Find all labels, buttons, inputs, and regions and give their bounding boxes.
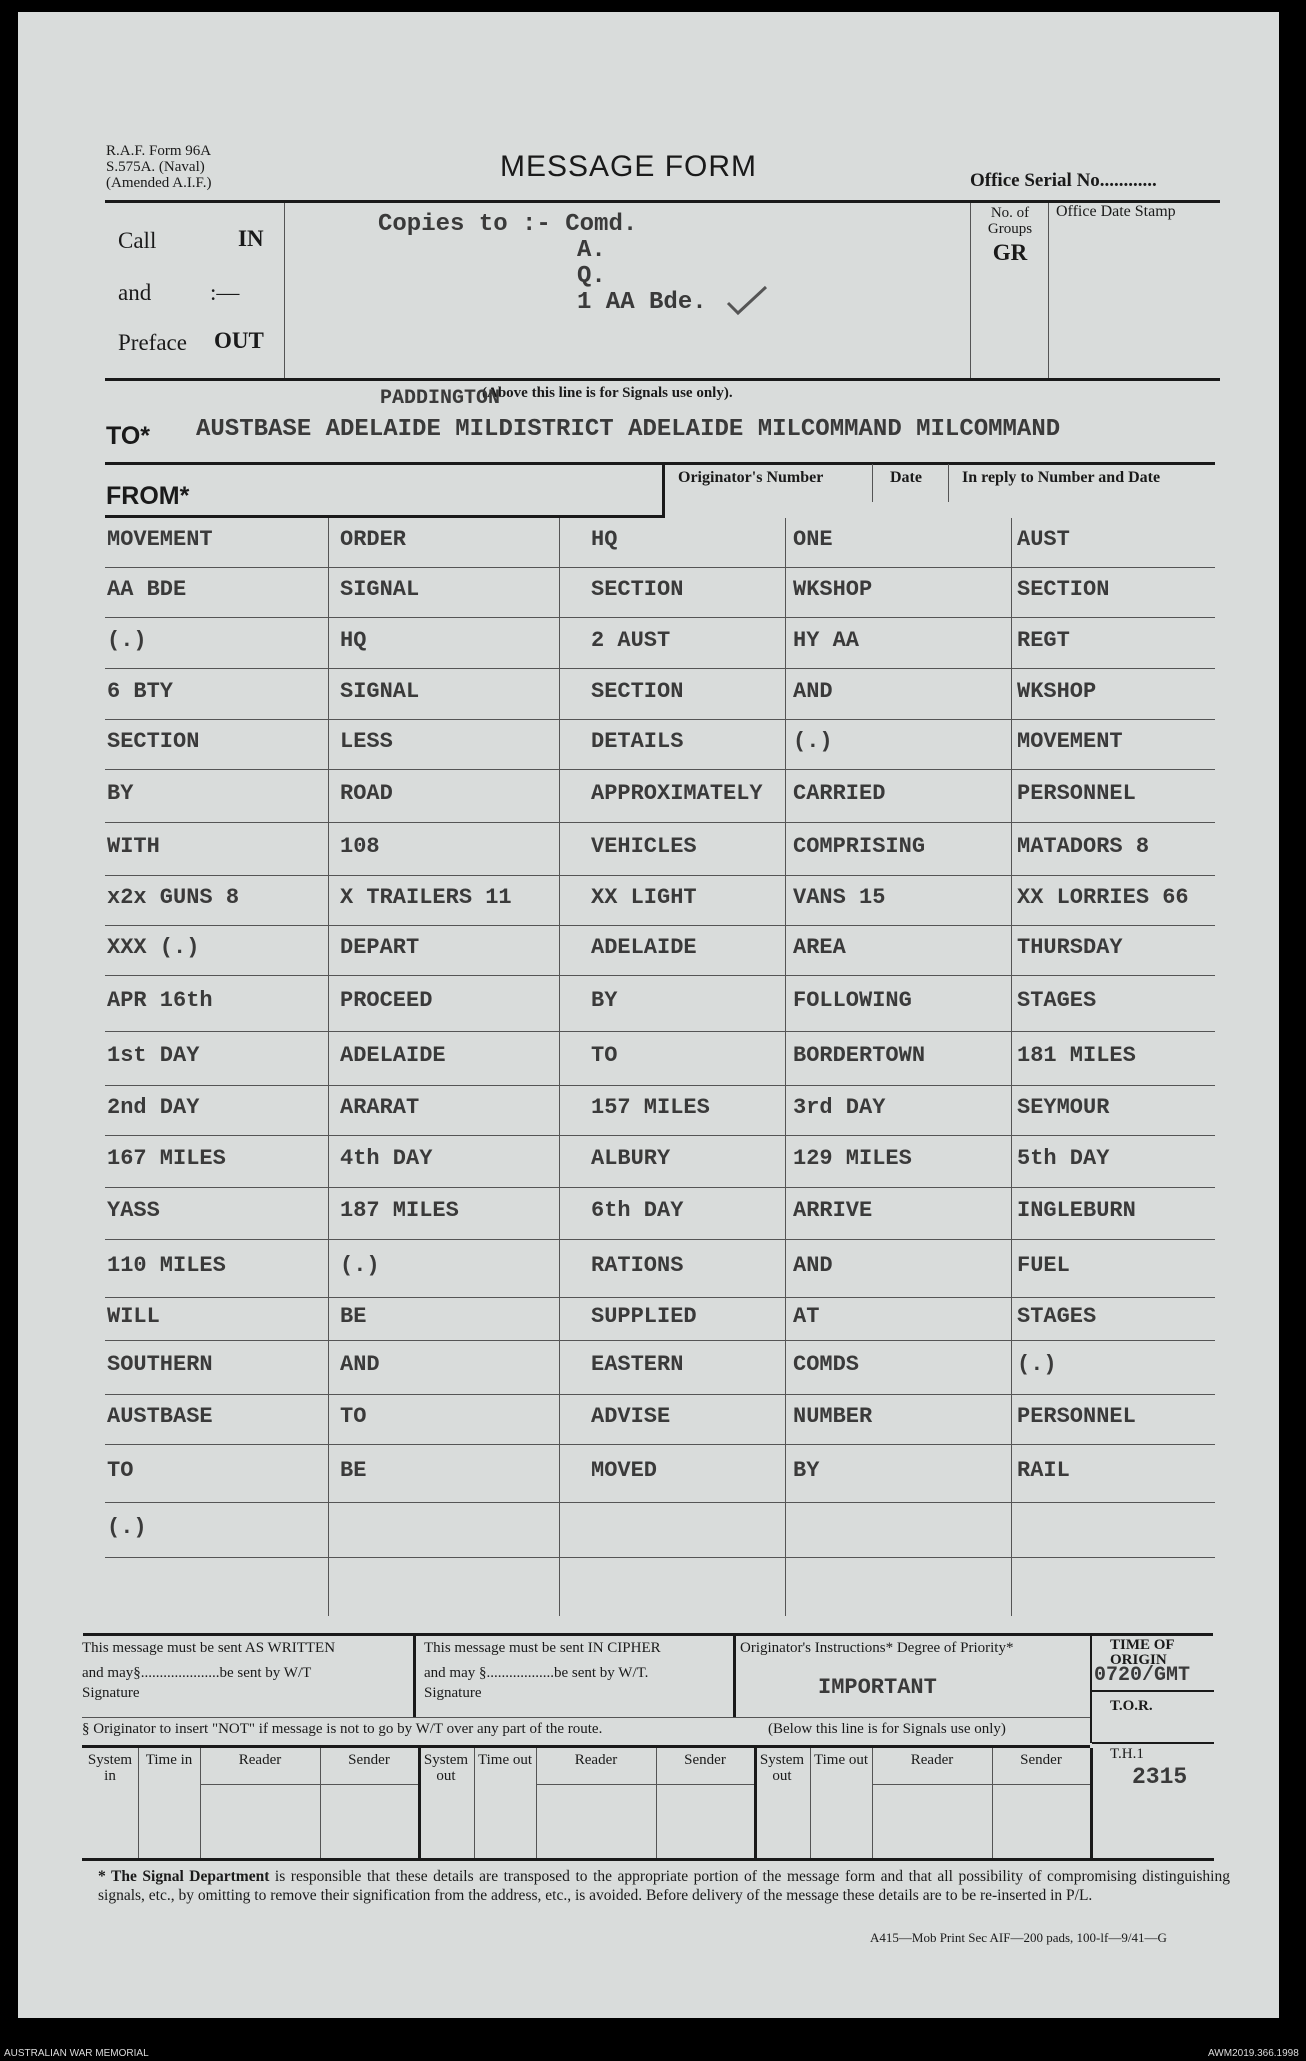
cipher-line: This message must be sent IN CIPHER bbox=[424, 1640, 661, 1656]
checkmark-icon bbox=[724, 283, 770, 319]
footnote-text: is responsible that these details are transposed to the appropriate portion of the message form and that all possibility of compromising distinguishing signals, etc., by omitting to remove their signification from the address, etc., is avoided. Before delivery of the message these details are to be re-inserted in P/L. bbox=[98, 1868, 1230, 1904]
signals-header-sys-out: System out bbox=[759, 1752, 805, 1784]
grid-cell: TO bbox=[107, 1458, 134, 1483]
signals-header-sys-out: System out bbox=[423, 1752, 469, 1784]
grid-cell: ADELAIDE bbox=[591, 935, 697, 960]
grid-cell: COMPRISING bbox=[793, 833, 926, 859]
tor-label: T.O.R. bbox=[1110, 1698, 1153, 1714]
grid-cell: SECTION bbox=[591, 678, 684, 704]
grid-row-rule bbox=[105, 719, 1215, 720]
bottom-rule bbox=[83, 1633, 1213, 1636]
signals-table-bottom bbox=[82, 1858, 1214, 1861]
grid-cell: (.) bbox=[107, 627, 147, 653]
signals-divider bbox=[1090, 1748, 1093, 1858]
grid-cell: 108 bbox=[340, 833, 380, 859]
groups-value: GR bbox=[992, 240, 1028, 265]
form-ref-line: (Amended A.I.F.) bbox=[106, 175, 212, 191]
office-date-stamp: Office Date Stamp bbox=[1056, 203, 1176, 220]
print-code: A415—Mob Print Sec AIF—200 pads, 100-lf—9/41—G bbox=[870, 1930, 1167, 1945]
grid-cell: STAGES bbox=[1017, 988, 1097, 1013]
grid-cell: WKSHOP bbox=[793, 577, 873, 602]
from-divider bbox=[662, 462, 665, 518]
time-of-origin-label: TIME OF ORIGIN bbox=[1110, 1637, 1175, 1668]
grid-cell: REGT bbox=[1017, 627, 1070, 653]
th1-rule bbox=[1092, 1742, 1214, 1744]
copies-to-a: A. bbox=[577, 237, 606, 264]
grid-cell: BY bbox=[107, 780, 134, 806]
grid-cell: ADELAIDE bbox=[340, 1043, 446, 1068]
header-box-bottom-rule bbox=[105, 378, 1220, 381]
grid-cell: MOVEMENT bbox=[107, 527, 213, 552]
priority-value: IMPORTANT bbox=[818, 1675, 937, 1700]
grid-cell: XX LORRIES 66 bbox=[1017, 885, 1189, 910]
grid-cell: (.) bbox=[107, 1514, 147, 1540]
th1-value: 2315 bbox=[1132, 1764, 1188, 1790]
grid-cell: 4th DAY bbox=[340, 1146, 433, 1171]
grid-cell: (.) bbox=[793, 729, 833, 754]
grid-row-rule bbox=[105, 925, 1215, 926]
grid-cell: SECTION bbox=[591, 577, 684, 602]
from-label: FROM* bbox=[106, 482, 190, 510]
bottom-divider bbox=[1090, 1635, 1092, 1743]
grid-cell: SOUTHERN bbox=[107, 1352, 213, 1377]
grid-cell: MOVED bbox=[591, 1458, 658, 1483]
grid-cell: X TRAILERS 11 bbox=[340, 885, 512, 910]
grid-cell: COMDS bbox=[793, 1352, 860, 1377]
page-title: MESSAGE FORM bbox=[500, 150, 758, 183]
grid-cell: BY bbox=[591, 988, 618, 1013]
grid-cell: ALBURY bbox=[591, 1146, 671, 1171]
grid-cell: PERSONNEL bbox=[1017, 780, 1136, 806]
grid-row-rule bbox=[105, 1239, 1215, 1240]
grid-cell: NUMBER bbox=[793, 1404, 873, 1429]
signals-table bbox=[82, 1748, 1090, 1858]
grid-cell: AND bbox=[340, 1352, 380, 1377]
grid-cell: AA BDE bbox=[107, 577, 187, 602]
as-written-signature: Signature bbox=[82, 1685, 140, 1701]
grid-cell: 2nd DAY bbox=[107, 1095, 200, 1120]
form-ref-line: R.A.F. Form 96A bbox=[106, 143, 212, 159]
grid-row-rule bbox=[105, 668, 1215, 669]
footnote bbox=[98, 1867, 1230, 1905]
grid-cell: APR 16th bbox=[107, 988, 213, 1013]
grid-cell: SIGNAL bbox=[340, 577, 420, 602]
grid-cell: SUPPLIED bbox=[591, 1303, 697, 1329]
grid-row-rule bbox=[105, 617, 1215, 618]
grid-cell: AND bbox=[793, 1253, 833, 1278]
grid-cell: (.) bbox=[1017, 1352, 1057, 1377]
signals-header-sender: Sender bbox=[348, 1752, 390, 1768]
grid-cell: ROAD bbox=[340, 780, 393, 806]
header-divider bbox=[1048, 203, 1049, 378]
grid-cell: TO bbox=[340, 1404, 367, 1429]
grid-cell: STAGES bbox=[1017, 1303, 1097, 1329]
grid-cell: BE bbox=[340, 1303, 367, 1329]
grid-cell: RAIL bbox=[1017, 1458, 1070, 1483]
signals-header-reader: Reader bbox=[910, 1752, 954, 1768]
note-rule bbox=[82, 1717, 1090, 1718]
to-address: AUSTBASE ADELAIDE MILDISTRICT ADELAIDE MILCOMMAND MILCOMMAND bbox=[196, 416, 1061, 443]
grid-cell: 6th DAY bbox=[591, 1198, 684, 1223]
grid-column-divider bbox=[328, 518, 329, 1616]
and-label: and bbox=[118, 280, 152, 305]
grid-cell: 157 MILES bbox=[591, 1095, 710, 1120]
grid-cell: FOLLOWING bbox=[793, 988, 912, 1013]
time-of-origin-value: 0720/GMT bbox=[1094, 1664, 1191, 1687]
grid-cell: SECTION bbox=[107, 729, 200, 754]
grid-cell: 129 MILES bbox=[793, 1146, 912, 1171]
grid-cell: SECTION bbox=[1017, 577, 1110, 602]
grid-cell: ORDER bbox=[340, 527, 407, 552]
groups-label: No. of Groups bbox=[987, 205, 1033, 237]
grid-cell: AT bbox=[793, 1303, 820, 1329]
call-label: Call bbox=[118, 228, 157, 253]
grid-cell: WITH bbox=[107, 833, 160, 859]
signals-use-note: (Above this line is for Signals use only). bbox=[482, 385, 733, 401]
grid-cell: 110 MILES bbox=[107, 1253, 226, 1278]
grid-row-rule bbox=[105, 822, 1215, 823]
and-dash: :— bbox=[210, 280, 240, 305]
grid-row-rule bbox=[105, 975, 1215, 976]
grid-cell: MATADORS 8 bbox=[1017, 833, 1150, 859]
originator-instructions: Originator's Instructions* Degree of Priority* bbox=[740, 1640, 1014, 1656]
grid-row-rule bbox=[105, 1187, 1215, 1188]
grid-cell: x2x GUNS 8 bbox=[107, 885, 240, 910]
signals-only-note: (Below this line is for Signals use only) bbox=[768, 1721, 1006, 1737]
grid-cell: TO bbox=[591, 1043, 618, 1068]
as-written-line: This message must be sent AS WRITTEN bbox=[82, 1640, 336, 1656]
header-divider bbox=[970, 203, 971, 378]
grid-cell: WILL bbox=[107, 1303, 160, 1329]
grid-cell: 187 MILES bbox=[340, 1198, 459, 1223]
grid-cell: 167 MILES bbox=[107, 1146, 226, 1171]
grid-cell: INGLEBURN bbox=[1017, 1198, 1136, 1223]
originator-note: § Originator to insert "NOT" if message is not to go by W/T over any part of the route. bbox=[82, 1721, 603, 1737]
to-rule bbox=[105, 462, 1215, 465]
grid-row-rule bbox=[105, 1502, 1215, 1503]
signals-header-sys-in: System in bbox=[87, 1752, 133, 1784]
grid-cell: 6 BTY bbox=[107, 678, 174, 704]
grid-cell: LESS bbox=[340, 729, 393, 754]
grid-row-rule bbox=[105, 769, 1215, 770]
date-label: Date bbox=[890, 469, 922, 486]
signals-header-rule bbox=[536, 1784, 754, 1785]
grid-cell: YASS bbox=[107, 1198, 160, 1223]
grid-cell: 5th DAY bbox=[1017, 1146, 1110, 1171]
signals-header-time-out: Time out bbox=[477, 1752, 533, 1768]
header-divider bbox=[284, 203, 285, 378]
in-reply-label: In reply to Number and Date bbox=[962, 469, 1161, 486]
credit-left: AUSTRALIAN WAR MEMORIAL bbox=[4, 2048, 149, 2059]
orig-divider bbox=[948, 464, 949, 502]
originators-number: Originator's Number bbox=[678, 469, 824, 486]
orig-divider bbox=[872, 464, 873, 502]
signals-header-rule bbox=[200, 1784, 418, 1785]
grid-cell: ONE bbox=[793, 527, 833, 552]
signals-header-reader: Reader bbox=[574, 1752, 618, 1768]
grid-cell: VEHICLES bbox=[591, 833, 697, 859]
in-label: IN bbox=[238, 226, 264, 251]
copies-to: Copies to :- Comd. bbox=[378, 211, 638, 238]
grid-cell: BORDERTOWN bbox=[793, 1043, 926, 1068]
grid-cell: DEPART bbox=[340, 935, 420, 960]
grid-row-rule bbox=[105, 1444, 1215, 1445]
grid-cell: THURSDAY bbox=[1017, 935, 1123, 960]
grid-cell: RATIONS bbox=[591, 1253, 684, 1278]
grid-row-rule bbox=[105, 1135, 1215, 1136]
grid-row-rule bbox=[105, 567, 1215, 568]
as-written-may: and may§.....................be sent by W/T bbox=[82, 1665, 312, 1681]
signals-header-time-in: Time in bbox=[145, 1752, 193, 1768]
grid-cell: SEYMOUR bbox=[1017, 1095, 1110, 1120]
grid-cell: ARRIVE bbox=[793, 1198, 873, 1223]
grid-cell: XX LIGHT bbox=[591, 885, 697, 910]
credit-right: AWM2019.366.1998 bbox=[1208, 2048, 1299, 2059]
signals-header-sender: Sender bbox=[1020, 1752, 1062, 1768]
signals-header-rule bbox=[872, 1784, 1090, 1785]
cipher-may: and may §..................be sent by W/T. bbox=[424, 1665, 649, 1681]
bottom-divider bbox=[413, 1635, 416, 1717]
header-box-top-rule bbox=[105, 200, 1220, 203]
grid-cell: 2 AUST bbox=[591, 627, 671, 653]
grid-cell: APPROXIMATELY bbox=[591, 780, 763, 806]
footnote-lead: * The Signal Department bbox=[98, 1868, 270, 1885]
to-label: TO* bbox=[106, 422, 150, 450]
form-ref-line: S.575A. (Naval) bbox=[106, 159, 205, 175]
tor-rule bbox=[1092, 1690, 1214, 1692]
paddington-note: PADDINGTON bbox=[380, 387, 501, 410]
grid-cell: MOVEMENT bbox=[1017, 729, 1123, 754]
grid-cell: ARARAT bbox=[340, 1095, 420, 1120]
grid-cell: DETAILS bbox=[591, 729, 684, 754]
bottom-divider bbox=[733, 1635, 736, 1717]
grid-cell: BY bbox=[793, 1458, 820, 1483]
grid-cell: EASTERN bbox=[591, 1352, 684, 1377]
grid-row-rule bbox=[105, 1085, 1215, 1086]
grid-cell: ADVISE bbox=[591, 1404, 671, 1429]
copies-to-bde: 1 AA Bde. bbox=[577, 289, 707, 316]
grid-cell: XXX (.) bbox=[107, 935, 200, 960]
grid-cell: (.) bbox=[340, 1253, 380, 1278]
grid-cell: WKSHOP bbox=[1017, 678, 1097, 704]
grid-cell: 3rd DAY bbox=[793, 1095, 886, 1120]
grid-row-rule bbox=[105, 1394, 1215, 1395]
office-serial-number: Office Serial No............ bbox=[970, 170, 1157, 191]
grid-row-rule bbox=[105, 1297, 1215, 1298]
signals-header-sender: Sender bbox=[684, 1752, 726, 1768]
message-text-grid bbox=[105, 518, 1215, 1616]
grid-cell: AREA bbox=[793, 935, 846, 960]
cipher-signature: Signature bbox=[424, 1685, 482, 1701]
grid-cell: SIGNAL bbox=[340, 678, 420, 704]
grid-cell: PERSONNEL bbox=[1017, 1404, 1136, 1429]
grid-cell: CARRIED bbox=[793, 780, 886, 806]
grid-row-rule bbox=[105, 1557, 1215, 1558]
grid-cell: HY AA bbox=[793, 627, 860, 653]
grid-cell: PROCEED bbox=[340, 988, 433, 1013]
grid-cell: AUST bbox=[1017, 527, 1070, 552]
grid-cell: FUEL bbox=[1017, 1253, 1070, 1278]
grid-row-rule bbox=[105, 1340, 1215, 1341]
grid-row-rule bbox=[105, 875, 1215, 876]
grid-cell: HQ bbox=[340, 627, 367, 653]
grid-cell: AND bbox=[793, 678, 833, 704]
preface-label: Preface bbox=[118, 330, 187, 355]
form-reference bbox=[106, 143, 211, 191]
grid-cell: 1st DAY bbox=[107, 1043, 200, 1068]
signals-header-time-out: Time out bbox=[813, 1752, 869, 1768]
out-label: OUT bbox=[214, 328, 264, 353]
grid-cell: AUSTBASE bbox=[107, 1404, 213, 1429]
grid-cell: BE bbox=[340, 1458, 367, 1483]
grid-row-rule bbox=[105, 1031, 1215, 1032]
signals-header-reader: Reader bbox=[238, 1752, 282, 1768]
grid-cell: 181 MILES bbox=[1017, 1043, 1136, 1068]
grid-cell: HQ bbox=[591, 527, 618, 552]
copies-to-q: Q. bbox=[577, 263, 606, 290]
grid-cell: VANS 15 bbox=[793, 885, 886, 910]
th1-label: T.H.1 bbox=[1110, 1746, 1144, 1762]
